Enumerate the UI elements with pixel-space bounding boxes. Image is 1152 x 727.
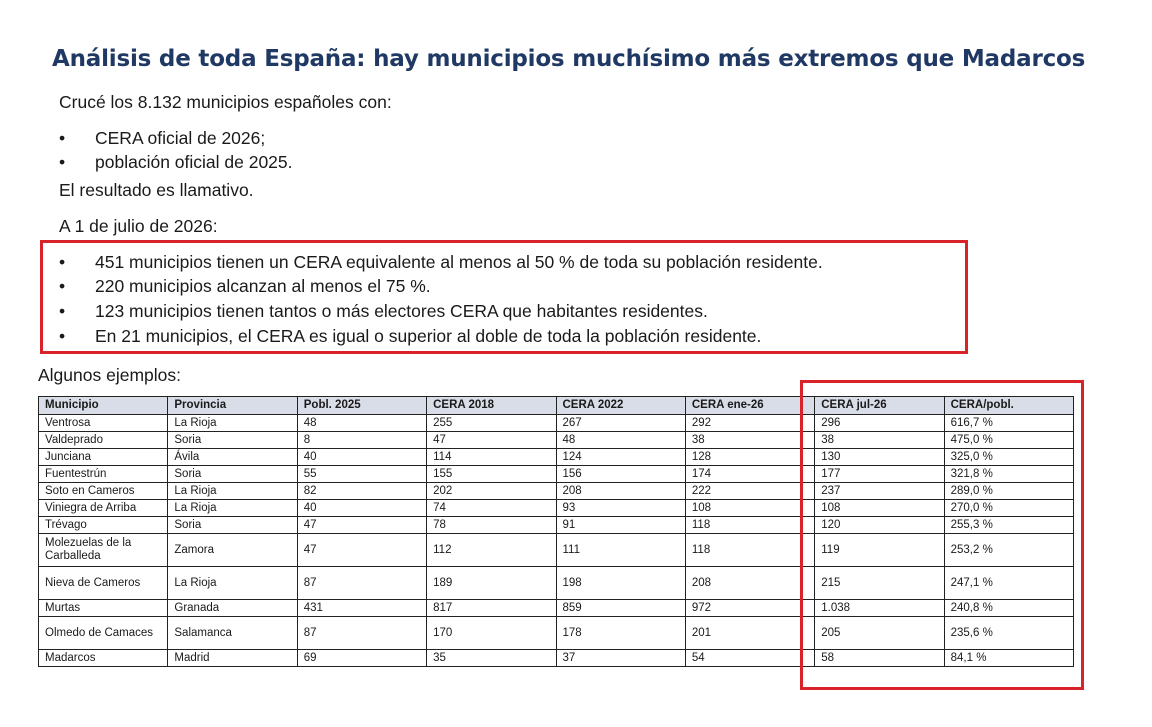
table-cell: 270,0 % [944,500,1073,517]
table-cell: 267 [556,415,685,432]
header-cell: CERA 2018 [427,397,556,415]
result-text: El resultado es llamativo. [59,180,254,200]
table-cell: 178 [556,617,685,650]
table-cell: 201 [685,617,814,650]
table-cell: 255 [427,415,556,432]
table-cell: 112 [427,534,556,567]
table-cell: 40 [297,449,426,466]
table-cell: Ávila [168,449,297,466]
header-cell: CERA ene-26 [685,397,814,415]
table-cell: 817 [427,600,556,617]
table-cell: 170 [427,617,556,650]
table-cell: 74 [427,500,556,517]
table-cell: 431 [297,600,426,617]
bullet-icon: • [59,152,66,172]
table-cell: 120 [815,517,944,534]
finding-text: En 21 municipios, el CERA es igual o superior al doble de toda la población residente. [95,326,762,346]
table-cell: Ventrosa [39,415,168,432]
intro-text: Crucé los 8.132 municipios españoles con: [59,92,392,112]
table-cell: 616,7 % [944,415,1073,432]
table-cell: 111 [556,534,685,567]
table-cell: 972 [685,600,814,617]
table-cell: 87 [297,617,426,650]
page-title: Análisis de toda España: hay municipios muchísimo más extremos que Madarcos [52,46,1086,72]
table-cell: 859 [556,600,685,617]
finding-text: 220 municipios alcanzan al menos el 75 %. [95,276,431,296]
bullet-icon: • [59,326,66,346]
table-cell: 177 [815,466,944,483]
table-cell: 296 [815,415,944,432]
header-cell: Provincia [168,397,297,415]
table-cell: Junciana [39,449,168,466]
table-cell: 91 [556,517,685,534]
table-cell: Murtas [39,600,168,617]
table-cell: Soria [168,517,297,534]
source-item [59,152,293,173]
table-cell: Soto en Cameros [39,483,168,500]
table-cell: Viniegra de Arriba [39,500,168,517]
table-cell: 208 [685,567,814,600]
header-cell: CERA/pobl. [944,397,1073,415]
examples-label: Algunos ejemplos: [38,365,181,385]
table-cell: 55 [297,466,426,483]
table-cell: 48 [556,432,685,449]
header-cell: CERA 2022 [556,397,685,415]
table-cell: Salamanca [168,617,297,650]
header-cell: CERA jul-26 [815,397,944,415]
table-cell: 235,6 % [944,617,1073,650]
header-cell: Pobl. 2025 [297,397,426,415]
bullet-icon: • [59,276,66,296]
table-cell: La Rioja [168,483,297,500]
table-cell: 321,8 % [944,466,1073,483]
table-cell: La Rioja [168,415,297,432]
table-cell: 47 [297,534,426,567]
table-cell: 108 [685,500,814,517]
table-cell: 47 [427,432,556,449]
table-cell: 78 [427,517,556,534]
table-cell: 38 [815,432,944,449]
finding-item [59,301,708,322]
bullet-icon: • [59,301,66,321]
table-cell: 174 [685,466,814,483]
table-cell: 124 [556,449,685,466]
table-cell: 119 [815,534,944,567]
table-cell: Zamora [168,534,297,567]
table-cell: 255,3 % [944,517,1073,534]
table-cell: 93 [556,500,685,517]
table-cell: La Rioja [168,500,297,517]
cera-columns-highlight-box [800,380,1084,690]
table-cell: 222 [685,483,814,500]
table-cell: 198 [556,567,685,600]
table-cell: La Rioja [168,567,297,600]
table-cell: 130 [815,449,944,466]
table-cell: 84,1 % [944,650,1073,667]
table-cell: 205 [815,617,944,650]
finding-item [59,252,823,273]
table-cell: 48 [297,415,426,432]
table-cell: Madarcos [39,650,168,667]
table-cell: Nieva de Cameros [39,567,168,600]
source-text: población oficial de 2025. [95,152,293,172]
table-cell: 37 [556,650,685,667]
table-cell: 240,8 % [944,600,1073,617]
header-cell: Municipio [39,397,168,415]
table-cell: Soria [168,432,297,449]
table-cell: 247,1 % [944,567,1073,600]
table-cell: 1.038 [815,600,944,617]
table-cell: 475,0 % [944,432,1073,449]
table-cell: 40 [297,500,426,517]
source-item [59,128,265,149]
table-cell: Trévago [39,517,168,534]
table-cell: 253,2 % [944,534,1073,567]
table-cell: Olmedo de Camaces [39,617,168,650]
table-cell: 189 [427,567,556,600]
table-cell: Fuentestrún [39,466,168,483]
table-cell: 118 [685,517,814,534]
table-cell: Molezuelas de la Carballeda [39,534,168,567]
table-cell: 156 [556,466,685,483]
table-cell: 202 [427,483,556,500]
table-cell: 54 [685,650,814,667]
date-line: A 1 de julio de 2026: [59,216,218,236]
table-cell: 47 [297,517,426,534]
finding-text: 451 municipios tienen un CERA equivalente al menos al 50 % de toda su población residente. [95,252,823,272]
table-cell: 58 [815,650,944,667]
table-cell: 325,0 % [944,449,1073,466]
table-cell: 237 [815,483,944,500]
table-cell: Granada [168,600,297,617]
table-cell: Madrid [168,650,297,667]
table-cell: 114 [427,449,556,466]
table-cell: Valdeprado [39,432,168,449]
table-cell: 128 [685,449,814,466]
table-cell: 82 [297,483,426,500]
table-cell: 69 [297,650,426,667]
table-cell: 215 [815,567,944,600]
table-cell: 289,0 % [944,483,1073,500]
table-cell: 38 [685,432,814,449]
table-cell: 155 [427,466,556,483]
finding-text: 123 municipios tienen tantos o más electores CERA que habitantes residentes. [95,301,708,321]
table-cell: 292 [685,415,814,432]
table-cell: 208 [556,483,685,500]
table-cell: 118 [685,534,814,567]
finding-item [59,326,761,347]
finding-item [59,276,431,297]
source-text: CERA oficial de 2026; [95,128,266,148]
bullet-icon: • [59,252,66,272]
table-cell: 87 [297,567,426,600]
bullet-icon: • [59,128,66,148]
table-cell: 35 [427,650,556,667]
table-cell: 108 [815,500,944,517]
table-cell: Soria [168,466,297,483]
table-cell: 8 [297,432,426,449]
